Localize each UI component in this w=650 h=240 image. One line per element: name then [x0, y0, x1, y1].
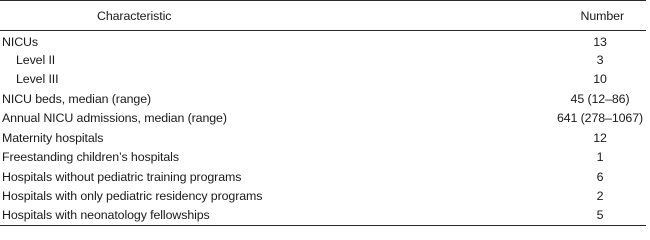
row-characteristic-label: Hospitals without pediatric training programs — [2, 169, 242, 184]
row-number-value: 3 — [596, 52, 604, 67]
table-row — [0, 50, 646, 70]
row-characteristic-label: NICU beds, median (range) — [2, 91, 152, 106]
row-characteristic-label: Annual NICU admissions, median (range) — [2, 111, 227, 126]
table-body — [0, 31, 646, 226]
row-number-value: 12 — [593, 130, 607, 145]
row-number-value: 641 (278–1067) — [556, 111, 644, 126]
row-characteristic-label: Hospitals with neonatology fellowships — [0, 206, 500, 226]
row-characteristic-label: Level II — [16, 52, 56, 67]
row-characteristic-label: Maternity hospitals — [2, 130, 104, 145]
row-characteristic-label: NICUs — [2, 34, 38, 49]
row-number-value: 5 — [500, 206, 646, 226]
column-header-number: Number — [500, 1, 646, 31]
row-characteristic-label: Hospitals with only pediatric residency programs — [2, 189, 263, 204]
row-characteristic-label: Freestanding children’s hospitals — [2, 150, 179, 165]
table-row — [0, 70, 646, 90]
row-number-value: 13 — [593, 34, 607, 49]
table-row — [0, 206, 646, 226]
table-row — [0, 128, 646, 148]
row-number-value: 1 — [596, 150, 604, 165]
table-row — [0, 167, 646, 187]
row-number-value: 2 — [596, 189, 604, 204]
row-number-value: 45 (12–86) — [570, 91, 630, 106]
table-row — [0, 89, 646, 109]
row-number-value: 10 — [593, 72, 607, 87]
table-row — [0, 31, 646, 51]
table-row — [0, 148, 646, 168]
row-characteristic-label: Level III — [16, 72, 59, 87]
row-number-value: 6 — [596, 169, 604, 184]
table-row — [0, 187, 646, 207]
table-row — [0, 109, 646, 129]
table-header — [0, 1, 646, 31]
header-row — [0, 1, 646, 31]
column-header-characteristic: Characteristic — [0, 1, 500, 31]
